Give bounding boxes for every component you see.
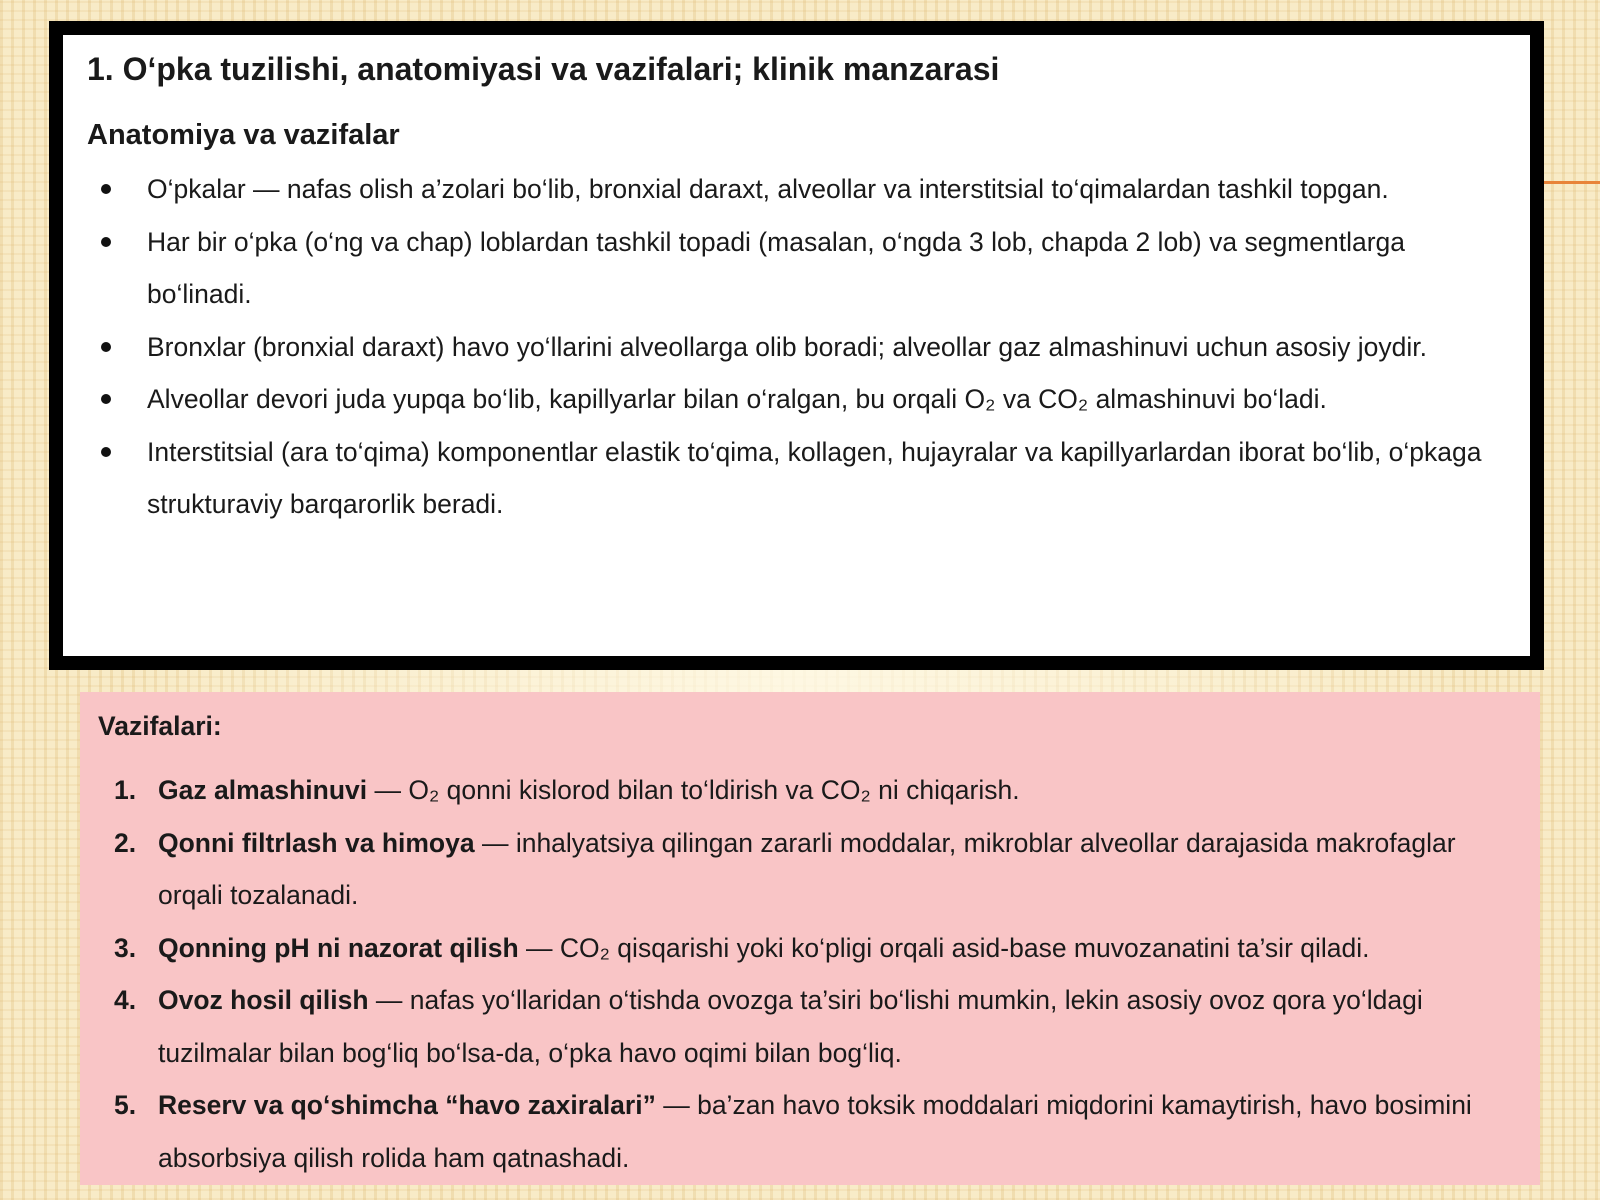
item-number: 3. <box>114 932 137 963</box>
item-term: Ovoz hosil qilish <box>158 985 369 1015</box>
item-description: — CO₂ qisqarishi yoki ko‘pligi orqali asid-base muvozanatini ta’sir qiladi. <box>518 932 1370 963</box>
list-item <box>87 373 1506 426</box>
item-term: Qonning pH ni nazorat qilish <box>158 932 519 963</box>
numbered-item <box>98 817 1522 922</box>
bullet-icon <box>101 342 111 352</box>
anatomy-panel-content <box>63 35 1530 656</box>
item-term: Gaz almashinuvi <box>158 775 368 805</box>
list-item-text: Bronxlar (bronxial daraxt) havo yo‘llarini alveollarga olib boradi; alveollar gaz almashinuvi uchun asosiy joydir. <box>147 331 1428 362</box>
functions-panel <box>80 692 1540 1185</box>
item-description: — ba’zan havo toksik moddalari miqdorini kamaytirish, havo bosimini absorbsiya qilish rolida ham qatnashadi. <box>158 1090 1472 1173</box>
item-number: 4. <box>114 985 137 1015</box>
numbered-item <box>98 764 1522 817</box>
list-item <box>87 216 1506 321</box>
list-item <box>87 426 1506 531</box>
functions-numbered-list <box>98 764 1522 1184</box>
list-item-text: Interstitsial (ara to‘qima) komponentlar elastik to‘qima, kollagen, hujayralar va kapillyarlardan iborat bo‘lib, o‘pkaga strukturaviy barqarorlik beradi. <box>147 436 1482 519</box>
numbered-item <box>98 1079 1522 1184</box>
bullet-icon <box>101 237 111 247</box>
anatomy-panel <box>49 21 1544 670</box>
item-term: Reserv va qo‘shimcha “havo zaxiralari” <box>158 1090 656 1120</box>
item-number: 5. <box>114 1090 137 1120</box>
list-item-text: Alveollar devori juda yupqa bo‘lib, kapillyarlar bilan o‘ralgan, bu orqali O₂ va CO₂ almashinuvi bo‘ladi. <box>147 384 1327 414</box>
list-item-text: Har bir o‘pka (o‘ng va chap) loblardan tashkil topadi (masalan, o‘ngda 3 lob, chapda 2 lob) va segmentlarga bo‘linadi. <box>147 226 1406 309</box>
item-number: 1. <box>114 775 137 805</box>
item-description: — inhalyatsiya qilingan zararli moddalar, mikroblar alveollar darajasida makrofaglar orqali tozalanadi. <box>158 827 1456 910</box>
page-title: 1. O‘pka tuzilishi, anatomiyasi va vazifalari; klinik manzarasi <box>87 51 1000 87</box>
bullet-icon <box>101 394 111 404</box>
numbered-item <box>98 922 1522 975</box>
item-description: — nafas yo‘llaridan o‘tishda ovozga ta’siri bo‘lishi mumkin, lekin asosiy ovoz qora yo‘ldagi tuzilmalar bilan bog‘liq bo‘lsa-da, o‘pka havo oqimi bilan bog‘liq. <box>158 985 1423 1068</box>
section-subheading: Anatomiya va vazifalar <box>87 119 400 151</box>
item-description: — O₂ qonni kislorod bilan to‘ldirish va CO₂ ni chiqarish. <box>367 775 1020 805</box>
bullet-icon <box>101 447 111 457</box>
item-term: Qonni filtrlash va himoya <box>158 827 475 858</box>
anatomy-bullet-list <box>87 163 1506 531</box>
functions-heading: Vazifalari: <box>98 711 222 741</box>
numbered-item <box>98 974 1522 1079</box>
list-item-text: O‘pkalar — nafas olish a’zolari bo‘lib, bronxial daraxt, alveollar va interstitsial to‘qimalardan tashkil topgan. <box>147 174 1389 204</box>
list-item <box>87 321 1506 374</box>
list-item <box>87 163 1506 216</box>
bullet-icon <box>101 184 111 194</box>
item-number: 2. <box>114 827 137 858</box>
